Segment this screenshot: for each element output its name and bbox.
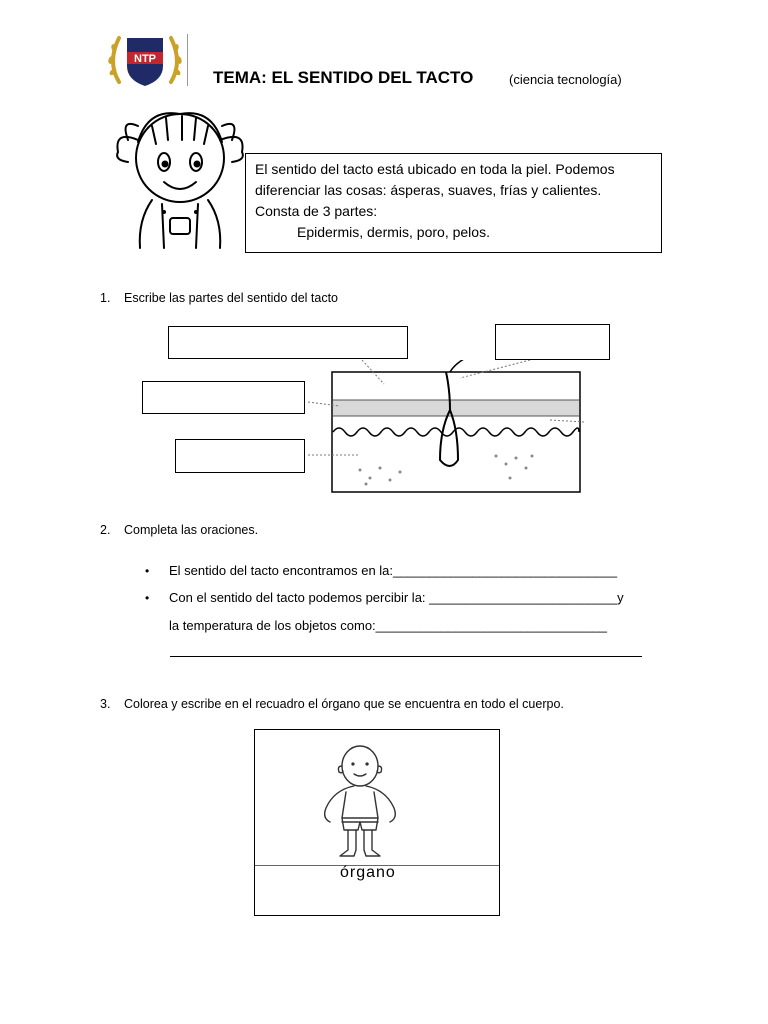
sentence-1	[145, 563, 617, 578]
question-number: 3.	[100, 697, 111, 711]
skin-diagram	[300, 360, 590, 500]
question-text: Escribe las partes del sentido del tacto	[124, 291, 339, 305]
logo-text: NTP	[134, 53, 156, 65]
sentence-3[interactable]: la temperatura de los objetos como:________________________________	[169, 618, 608, 633]
question-number: 1.	[100, 291, 111, 305]
answer-box-top-right[interactable]	[495, 324, 610, 360]
question-3	[100, 697, 564, 711]
answer-box-bottom-left[interactable]	[175, 439, 305, 473]
header-divider	[187, 34, 188, 86]
question-text: Colorea y escribe en el recuadro el órgano que se encuentra en todo el cuerpo.	[124, 697, 564, 711]
organ-label: órgano	[340, 864, 396, 881]
answer-line[interactable]	[170, 656, 642, 657]
girl-illustration	[108, 100, 253, 252]
info-line: El sentido del tacto está ubicado en toda la piel. Podemos	[255, 161, 615, 177]
answer-box-top-left[interactable]	[168, 326, 408, 359]
page-subtitle: (ciencia tecnología)	[509, 72, 622, 87]
info-line: diferenciar las cosas: ásperas, suaves, frías y calientes.	[255, 182, 602, 198]
body-illustration[interactable]	[300, 738, 420, 863]
answer-box-middle-left[interactable]	[142, 381, 305, 414]
bullet: •	[145, 591, 150, 605]
page-title: TEMA: EL SENTIDO DEL TACTO	[213, 68, 474, 87]
school-logo	[105, 30, 185, 90]
sentence-2	[145, 590, 624, 605]
bullet: •	[145, 564, 150, 578]
question-text: Completa las oraciones.	[124, 523, 259, 537]
sentence-text[interactable]: El sentido del tacto encontramos en la:_______________________________	[169, 563, 618, 578]
question-number: 2.	[100, 523, 111, 537]
sentence-text[interactable]: Con el sentido del tacto podemos percibir la: __________________________y	[169, 590, 624, 605]
question-2	[100, 523, 258, 537]
question-1	[100, 291, 338, 305]
info-parts: Epidermis, dermis, poro, pelos.	[297, 224, 490, 240]
info-box	[245, 153, 662, 253]
info-line: Consta de 3 partes:	[255, 203, 378, 219]
